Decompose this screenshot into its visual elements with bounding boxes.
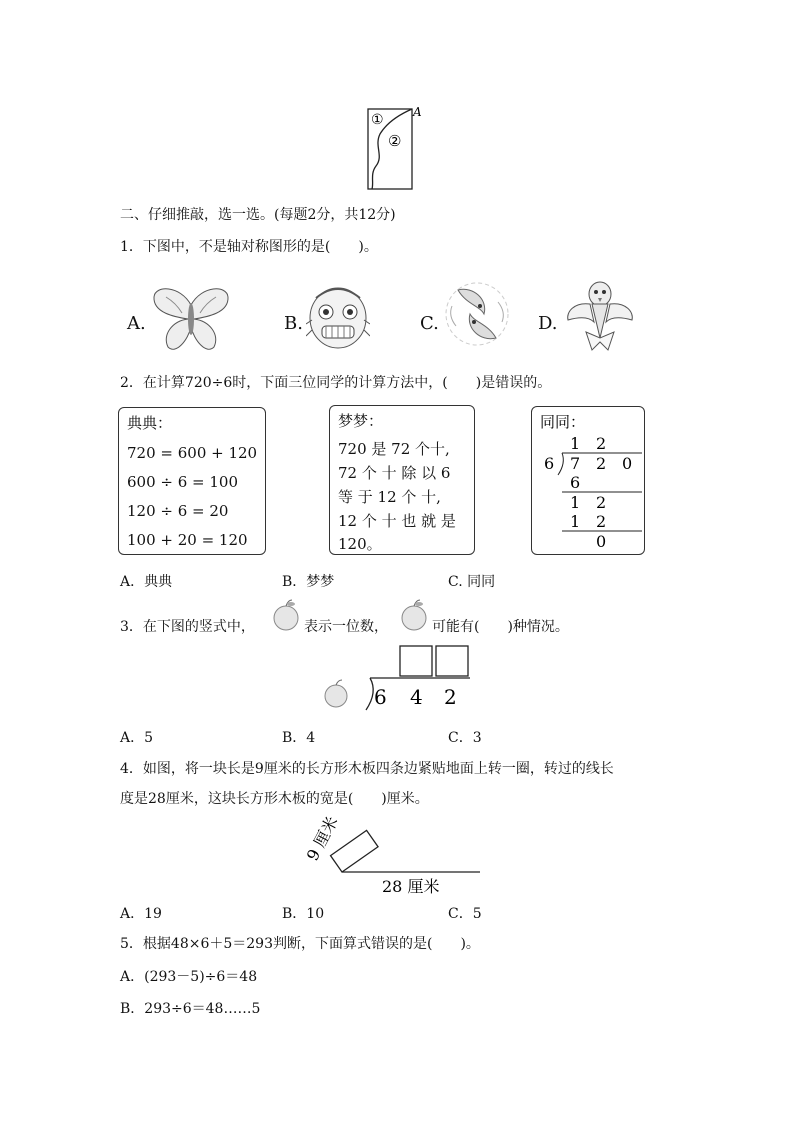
region-1-label: ① <box>371 112 384 128</box>
q4-board-figure <box>300 812 484 902</box>
meng-name: 梦梦： <box>338 412 384 430</box>
butterfly-icon <box>150 285 232 359</box>
dian-line: 720 = 600 + 120 <box>127 444 258 462</box>
region-2-label: ② <box>388 132 402 150</box>
tong-step-digit: 2 <box>596 493 607 512</box>
tong-step-digit: 1 <box>570 493 581 512</box>
q2-option-c[interactable]: C. 同同 <box>448 574 496 590</box>
q5-text: 5．根据48×6＋5＝293判断，下面算式错误的是( )。 <box>120 936 480 952</box>
q1-option-c-label[interactable]: C. <box>420 313 439 334</box>
tong-method-box <box>531 406 645 555</box>
apple-icon <box>400 598 428 636</box>
q4-ground-label: 28 厘米 <box>382 877 440 896</box>
meng-method-box <box>329 405 475 555</box>
apple-icon <box>272 598 300 636</box>
meng-line: 72 个 十 除 以 6 <box>338 464 451 482</box>
tong-quotient-digit: 1 <box>570 434 581 453</box>
section-title: 二、仔细推敲，选一选。(每题2分，共12分) <box>120 207 396 223</box>
q1-option-a-label[interactable]: A. <box>127 313 146 334</box>
q4-line2: 度是28厘米，这块长方形木板的宽是( )厘米。 <box>120 791 429 807</box>
tong-divisor: 6 <box>544 454 555 473</box>
meng-line: 120。 <box>338 535 382 553</box>
bird-kite-icon <box>564 276 636 356</box>
dian-line: 120 ÷ 6 = 20 <box>127 502 229 520</box>
q3-option-c[interactable]: C．3 <box>448 730 482 746</box>
q3-text-b: 表示一位数， <box>304 619 388 635</box>
q2-text: 2．在计算720÷6时，下面三位同学的计算方法中，( )是错误的。 <box>120 375 552 391</box>
q1-text: 1．下图中，不是轴对称图形的是( )。 <box>120 239 378 255</box>
point-a-label: A <box>413 105 422 119</box>
q3-text-a: 3．在下图的竖式中， <box>120 619 255 635</box>
q5-option-a[interactable]: A．(293－5)÷6＝48 <box>120 969 258 985</box>
q3-dividend-digit: 2 <box>444 685 457 709</box>
q2-option-b[interactable]: B．梦梦 <box>282 574 335 590</box>
meng-line: 720 是 72 个十, <box>338 440 450 458</box>
q3-option-b[interactable]: B．4 <box>282 730 316 746</box>
q3-text-c: 可能有( )种情况。 <box>432 619 569 635</box>
dian-line: 600 ÷ 6 = 100 <box>127 473 239 491</box>
dian-method-box <box>118 407 266 555</box>
dian-name: 典典： <box>127 414 173 432</box>
q3-dividend-digit: 6 <box>374 685 387 709</box>
q1-option-b-label[interactable]: B. <box>284 313 303 334</box>
q2-option-a[interactable]: A．典典 <box>120 574 173 590</box>
q5-option-b[interactable]: B．293÷6＝48……5 <box>120 1001 261 1017</box>
tong-quotient-digit: 2 <box>596 434 607 453</box>
q4-option-c[interactable]: C．5 <box>448 906 482 922</box>
meng-line: 等 于 12 个 十, <box>338 488 441 506</box>
q4-line1: 4．如图，将一块长是9厘米的长方形木板四条边紧贴地面上转一圈，转过的线长 <box>120 761 614 777</box>
q4-length-label: 9 厘米 <box>302 813 342 864</box>
tong-step-digit: 2 <box>596 512 607 531</box>
fish-pair-icon <box>444 276 510 356</box>
q3-dividend-digit: 4 <box>410 685 423 709</box>
tong-name: 同同： <box>540 413 586 431</box>
q4-option-a[interactable]: A．19 <box>120 906 162 922</box>
q4-option-b[interactable]: B．10 <box>282 906 325 922</box>
q3-option-a[interactable]: A．5 <box>120 730 154 746</box>
tong-step-digit: 1 <box>570 512 581 531</box>
dian-line: 100 + 20 = 120 <box>127 531 248 549</box>
q3-division-figure <box>322 644 472 718</box>
tong-dividend-digit: 0 <box>622 454 633 473</box>
meng-line: 12 个 十 也 就 是 <box>338 512 456 530</box>
tong-remainder: 0 <box>596 532 607 551</box>
top-figure <box>366 104 432 192</box>
tong-step-digit: 6 <box>570 473 581 492</box>
lion-mask-icon <box>306 280 370 356</box>
tong-dividend-digit: 7 <box>570 454 581 473</box>
q1-option-d-label[interactable]: D. <box>538 313 558 334</box>
tong-dividend-digit: 2 <box>596 454 607 473</box>
